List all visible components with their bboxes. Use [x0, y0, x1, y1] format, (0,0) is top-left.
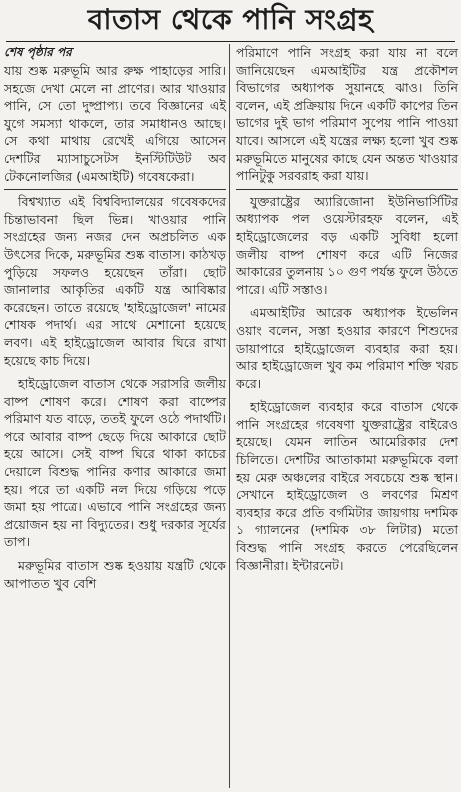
paragraph-3: হাইড্রোজেল বাতাস থেকে সরাসরি জলীয় বাষ্প শোষণ করে। শোষণ করা বাষ্পের পরিমাণ যত বাড়ে, ততই ফুলে ওঠে পদার্থটি। পরে আবার বাষ্প ছেড়ে দিয়ে আকারে ছোট হয়ে আসে। সেই বাষ্প ঘিরে থাকা কাচের দেয়ালে বিশুদ্ধ পানির কণার আকারে জমা হয়। পরে তা একটি নল দিয়ে গড়িয়ে পড়ে জমা হয় পাত্রে। এভাবে পানি সংগ্রহের জন্য প্রয়োজন হয় না বিদ্যুতের। শুধু দরকার সূর্যের তাপ।: [4, 376, 226, 550]
paragraph-4: মরুভূমির বাতাস শুষ্ক হওয়ায় যন্ত্রটি থেকে আপাতত খুব বেশি: [4, 558, 226, 591]
paragraph-1: যায় শুষ্ক মরুভূমি আর রুক্ষ পাহাড়ের সারি। সহজে দেখা মেলে না প্রাণের। আর খাওয়ার পানি, সে তো দুষ্প্রাপ্য। তবে বিজ্ঞানের এই যুগে সমস্যা থাকলে, তার সমাধানও আছে। সে কথা মাথায় রেখেই এগিয়ে আসেন দেশটির ম্যাসাচুসেটস ইনস্টিটিউট অব টেকনোলজির (এমআইটি) গবেষকেরা।: [4, 63, 226, 184]
paragraph-2: বিশ্বখ্যাত এই বিশ্ববিদ্যালয়ের গবেষকদের চিন্তাভাবনা ছিল ভিন্ন। খাওয়ার পানি সংগ্রহের জন্য নজর দেন অপ্রচলিত এক উৎসের দিকে, মরুভূমির শুষ্ক বাতাস। কাঠখড় পুড়িয়ে সফলও হয়েছেন তাঁরা। ছোট জানালার আকৃতির একটি যন্ত্র আবিষ্কার করেছেন। তাতে রয়েছে 'হাইড্রোজেল' নামের শোষক পদার্থ। এর সাথে মেশানো হয়েছে লবণ। এই হাইড্রোজেল আবার ঘিরে রাখা হয়েছে কাচ দিয়ে।: [4, 194, 226, 368]
right-column: [236, 44, 458, 574]
headline: বাতাস থেকে পানি সংগ্রহ: [87, 3, 374, 36]
paragraph-7: এমআইটির আরেক অধ্যাপক ইভেলিন ওয়াং বলেন, সস্তা হওয়ার কারণে শিশুদের ডায়াপারে হাইড্রোজেল ব্যবহার করা হয়। আর হাইড্রোজেল খুব কম পরিমাণ শক্তি খরচ করে।: [236, 305, 458, 391]
section-divider: [4, 189, 226, 190]
continued-from-label: শেষ পৃষ্ঠার পর: [4, 45, 72, 59]
paragraph-5: পরিমাণে পানি সংগ্রহ করা যায় না বলে জানিয়েছেন এমআইটির যন্ত্র প্রকৌশল বিভাগের অধ্যাপক সুয়ানহে ঝাও। তিনি বলেন, এই প্রক্রিয়ায় দিনে একটি কাপের তিন ভাগের দুই ভাগ পরিমাণ সুপেয় পানি পাওয়া যাবে। আসলে এই যন্ত্রের লক্ষ্য হলো খুব শুষ্ক মরুভূমিতে মানুষের কাছে যেন অন্তত খাওয়ার পানিটুকু সরবরাহ করা যায়।: [236, 45, 458, 184]
section-divider: [236, 189, 458, 190]
column-divider: [229, 44, 230, 788]
left-column: [4, 44, 226, 592]
headline-rule: [6, 41, 455, 42]
paragraph-8: হাইড্রোজেল ব্যবহার করে বাতাস থেকে পানি সংগ্রহের গবেষণা যুক্তরাষ্ট্রের বাইরেও হয়েছে। যেমন লাতিন আমেরিকার দেশ চিলিতে। দেশটির আতাকামা মরুভূমিকে বলা হয় মেরু অঞ্চলের বাইরে সবচেয়ে শুষ্ক স্থান। সেখানে হাইড্রোজেল ও লবণের মিশ্রণ ব্যবহার করে প্রতি বর্গমিটার জায়গায় দশমিক ১ গ্যালনের (দশমিক ৩৮ লিটার) মতো বিশুদ্ধ পানি সংগ্রহ করতে পেরেছিলেন বিজ্ঞানীরা। ইন্টারনেট।: [236, 399, 458, 573]
paragraph-6: যুক্তরাষ্ট্রের অ্যারিজোনা ইউনিভার্সিটির অধ্যাপক পল ওয়েস্টারহফ বলেন, এই হাইড্রোজেলের বড় একটি সুবিধা হলো জলীয় বাষ্প শোষণ করে এটি নিজের আকারের তুলনায় ১০ গুণ পর্যন্ত ফুলে উঠতে পারে। এটি সস্তাও।: [236, 193, 458, 297]
